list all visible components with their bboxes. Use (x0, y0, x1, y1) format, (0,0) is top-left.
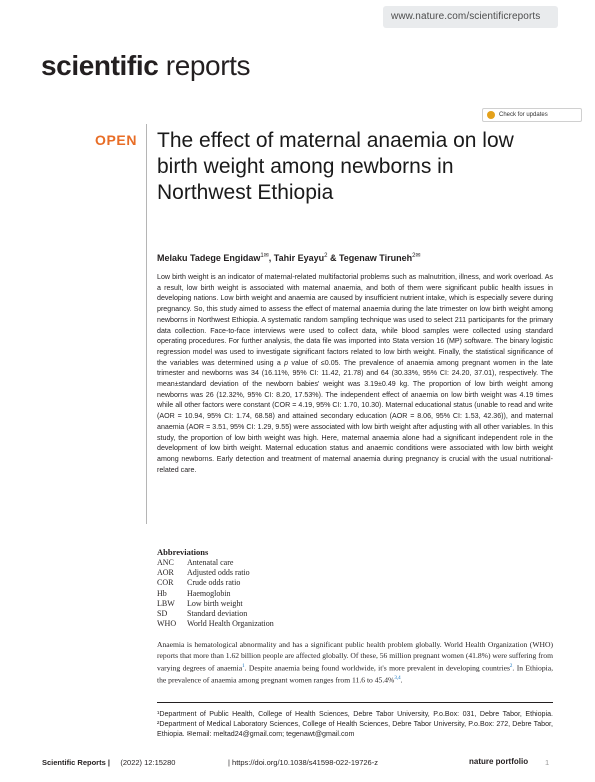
footer-journal (42, 758, 175, 767)
citation-link[interactable]: 2 (509, 663, 513, 669)
intro-text: . In Ethiopia, the prevalence of anaemia among pregnant women ranges from 11.6 to 45.4% (157, 663, 554, 685)
brand-light: reports (165, 50, 251, 81)
abbreviation-value: Low birth weight (187, 598, 243, 608)
abbreviation-key: LBW (157, 598, 175, 608)
footer-journal-name: Scientific Reports | (42, 758, 110, 767)
abbreviations-heading: Abbreviations (157, 547, 209, 557)
abbreviation-key: WHO (157, 619, 177, 629)
intro-text: Anaemia is hematological abnormality and has a significant public health problem globally. World Health Organization (WHO) reports that more than 1.62 billion people are affected globally. Of these, 56 million pregnant women (41.8%) were suffering from varying degrees of anaemia (157, 640, 553, 673)
abbreviation-row (157, 558, 274, 568)
citation-link[interactable]: 3,4 (394, 676, 401, 682)
abbreviation-row (157, 589, 274, 599)
affiliation-rule (157, 702, 553, 703)
check-updates-label: Check for updates (499, 112, 548, 118)
brand-bold: scientific (41, 50, 159, 81)
author-name: Tahir Eyayu (273, 253, 325, 263)
abstract-text-2: value of ≤0.05. The prevalence of anaemia among pregnant women in the late trimester and newborns was 34 (16.11%, 95% CI: 11.42, 21.78) and 64 (30.33%, 95% CI: 24.20, 37.01), respectively. The mean±standard deviation of the newborn babies' weight was 3.19±0.49 kg. The proportion of low birth weight among newborns was 26 (12.32%, 95% CI: 8.20, 17.53%). The independent effect of anaemia on low birth weight was 4.19 times while all other factors were constant (COR = 4.19, 95% CI: 1.70, 10.30). Maternal educational status (unable to read and write (AOR = 10.94, 95% CI: 1.74, 68.58) and attained secondary education (AOR = 8.06, 95% CI: 1.53, 42.36)), and maternal anaemia (AOR = 3.51, 95% CI: 1.29, 9.55) were associated with low birth weight after adjusting with all other variables. In this study, the proportion of low birth weight was high. Here, maternal anaemia alone had a significant independent role in the development of low birth weight. Maternal education status and anaemic conditions were associated with low birth weight among newborns. Early detection and treatment of maternal anaemia during pregnancy is crucial with the usual nutritional-related care. (157, 358, 553, 474)
abbreviation-row (157, 568, 274, 578)
abbreviation-key: SD (157, 609, 168, 619)
abbreviation-key: AOR (157, 568, 174, 578)
abbreviation-value: Adjusted odds ratio (187, 568, 250, 578)
check-for-updates-button[interactable] (482, 108, 582, 122)
journal-url[interactable]: www.nature.com/scientificreports (391, 11, 541, 22)
divider (146, 124, 147, 524)
abbreviation-value: Crude odds ratio (187, 578, 241, 588)
update-check-icon (487, 111, 495, 119)
author-mark[interactable]: 2✉ (412, 253, 421, 259)
abbreviation-value: Antenatal care (187, 558, 234, 567)
abbreviation-key: Hb (157, 588, 167, 598)
author-separator: & (327, 253, 339, 263)
author-separator: , (268, 253, 274, 263)
abstract (157, 272, 553, 475)
abbreviation-key: ANC (157, 558, 174, 567)
abstract-italic: p (284, 358, 289, 367)
publisher-logo: nature portfolio (469, 757, 529, 766)
abstract-text-1: Low birth weight is an indicator of maternal-related multifactorial problems such as malnutrition, illness, and work overload. As a result, low birth weight is associated with maternal anaemia, and both of them were significant public health issues in developing nations. Low birth weight and anaemia are caused by insufficient nutrient intake, which is especially severe during pregnancy. So, this study aimed to assess the effect of maternal anaemia during the late trimester on low birth weight among newborns in Northwest Ethiopia. A systematic random sampling technique was used to select 211 participants for the primary data collection. Face-to-face interviews were used to collect data, while blood samples were collected using standard operating procedures. For further analysis, the data file was imported into Stata version 16 (MP) software. The binary logistic regression model was used to investigate significant factors related to low birth weight. Finally, the statistical significance of the variables was determined using a (157, 273, 553, 367)
abbreviation-key: COR (157, 578, 174, 588)
author-list (157, 252, 421, 263)
article-title: The effect of maternal anaemia on low birth weight among newborns in Northwest Ethiopia (157, 129, 514, 204)
author-name: Melaku Tadege Engidaw (157, 253, 261, 263)
page-number: 1 (545, 758, 550, 767)
author-mark: 2 (324, 253, 328, 259)
affiliations: ¹Department of Public Health, College of Health Sciences, Debre Tabor University, P.o.Box: 031, Debre Tabor, Ethiopia. ²Department of Medical Laboratory Sciences, College of Health Sciences, Debre Tabor University, P.o.Box: 272, Debre Tabor, Ethiopia. ✉email: meltad24@gmail.com; tegenawt@gmail.com (157, 710, 553, 739)
open-access-label: OPEN (95, 132, 138, 148)
abbreviation-value: World Health Organization (187, 619, 274, 629)
abbreviation-value: Haemoglobin (187, 588, 231, 598)
footer-issue: (2022) 12:15280 (120, 758, 176, 767)
journal-brand (41, 50, 250, 82)
abbreviation-row (157, 599, 274, 609)
introduction-paragraph (157, 640, 553, 687)
abbreviation-row (157, 619, 274, 629)
intro-text: . Despite anaemia being found worldwide, it's more prevalent in developing countries (244, 663, 510, 673)
citation-link[interactable]: 1 (242, 663, 245, 669)
intro-text: . (400, 675, 403, 685)
footer-doi-link[interactable]: | https://doi.org/10.1038/s41598-022-19726-z (228, 758, 378, 767)
author-mark[interactable]: 1✉ (260, 253, 269, 259)
abbreviation-row (157, 609, 274, 619)
abbreviations-list (157, 558, 274, 629)
abbreviation-row (157, 578, 274, 588)
abbreviation-value: Standard deviation (187, 609, 248, 619)
author-name: Tegenaw Tiruneh (338, 253, 413, 263)
